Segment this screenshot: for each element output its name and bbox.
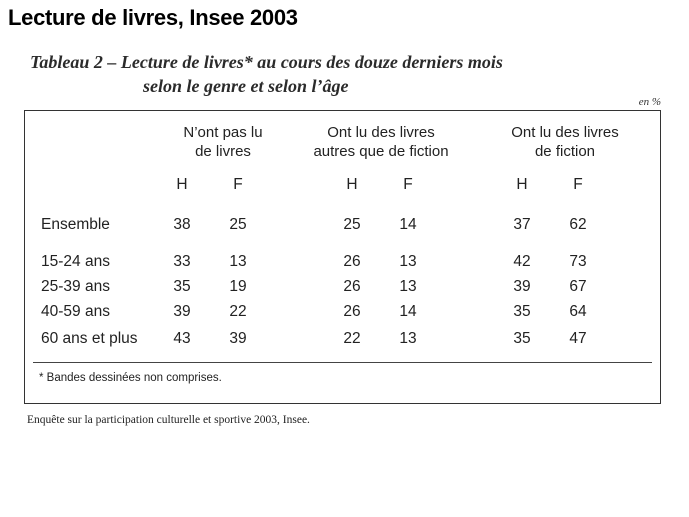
table-cell: 47	[569, 330, 587, 347]
group-header-not-read: N’ont pas lu de livres	[183, 124, 263, 160]
table-cell: 62	[569, 216, 587, 233]
table-cell: 14	[399, 303, 417, 320]
table-cell: 35	[513, 330, 531, 347]
source-note: Enquête sur la participation culturelle et sportive 2003, Insee.	[27, 414, 310, 426]
table-cell: 22	[343, 330, 361, 347]
table-title-line2: selon le genre et selon l’âge	[143, 76, 349, 96]
row-label: 15-24 ans	[41, 253, 110, 270]
table-cell: 22	[229, 303, 247, 320]
row-label: 40-59 ans	[41, 303, 110, 320]
row-label: 60 ans et plus	[41, 330, 138, 347]
table-cell: 13	[229, 253, 247, 270]
table-cell: 43	[173, 330, 191, 347]
table-cell: 42	[513, 253, 531, 270]
table-cell: 39	[513, 278, 531, 295]
footnote: * Bandes dessinées non comprises.	[39, 372, 222, 384]
table-cell: 64	[569, 303, 587, 320]
table-cell: 26	[343, 253, 361, 270]
table-cell: 38	[173, 216, 191, 233]
group-header-fiction: Ont lu des livres de fiction	[511, 124, 619, 160]
subheader-f-3: F	[573, 176, 583, 193]
table-cell: 67	[569, 278, 587, 295]
table-cell: 14	[399, 216, 417, 233]
subheader-f-2: F	[403, 176, 413, 193]
subheader-h-1: H	[176, 176, 188, 193]
row-label: 25-39 ans	[41, 278, 110, 295]
table-title	[30, 50, 503, 98]
subheader-h-2: H	[346, 176, 358, 193]
row-label: Ensemble	[41, 216, 110, 233]
subheader-h-3: H	[516, 176, 528, 193]
table-cell: 35	[513, 303, 531, 320]
table-cell: 13	[399, 330, 417, 347]
table-cell: 13	[399, 253, 417, 270]
table-cell: 13	[399, 278, 417, 295]
table-cell: 37	[513, 216, 531, 233]
table-cell: 73	[569, 253, 587, 270]
table-cell: 25	[343, 216, 361, 233]
table-cell: 25	[229, 216, 247, 233]
unit-label: en %	[638, 96, 661, 108]
table-cell: 39	[229, 330, 247, 347]
table-cell: 19	[229, 278, 247, 295]
table-title-line1: Tableau 2 – Lecture de livres* au cours des douze derniers mois	[30, 52, 503, 72]
table-cell: 39	[173, 303, 191, 320]
slide-title: Lecture de livres, Insee 2003	[8, 5, 298, 30]
subheader-f-1: F	[233, 176, 243, 193]
table-cell: 26	[343, 303, 361, 320]
data-table	[24, 110, 661, 404]
table-cell: 26	[343, 278, 361, 295]
footnote-divider	[33, 362, 652, 363]
table-cell: 35	[173, 278, 191, 295]
group-header-non-fiction: Ont lu des livres autres que de fiction	[313, 124, 449, 160]
table-cell: 33	[173, 253, 191, 270]
